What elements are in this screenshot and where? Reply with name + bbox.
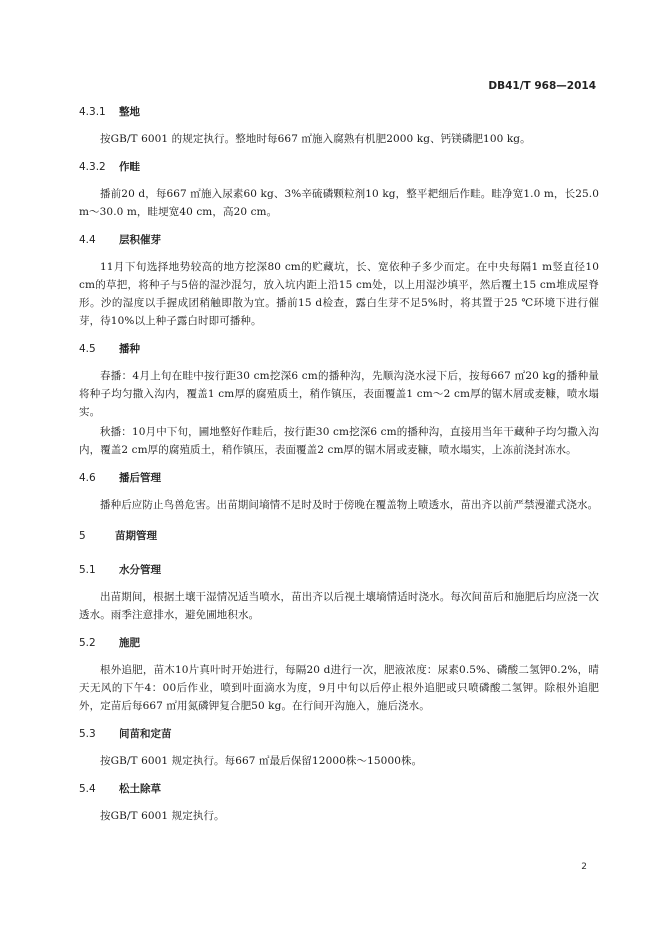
paragraph: 按GB/T 6001 规定执行。每667 ㎡最后保留12000株～15000株。: [100, 755, 423, 767]
paragraph: 按GB/T 6001 的规定执行。整地时每667 ㎡施入腐熟有机肥2000 kg、钙镁磷肥100 kg。: [100, 133, 531, 145]
section-5-4: [79, 781, 599, 825]
page-number: 2: [581, 862, 587, 872]
section-heading: 5.1 水分管理: [79, 564, 161, 576]
chapter-heading: 5 苗期管理: [79, 530, 157, 542]
section-4-3-2: [79, 159, 599, 221]
paragraph: 播种后应防止鸟兽危害。出苗期间墒情不足时及时于傍晚在覆盖物上喷透水，苗出齐以前严禁漫灌式浇水。: [100, 499, 599, 511]
section-4-4: [79, 232, 599, 330]
paragraph: 播前20 d，每667 ㎡施入尿素60 kg、3%辛硫磷颗粒剂10 kg，整平耙细后作畦。畦净宽1.0 m，长25.0 m～30.0 m，畦埂宽40 cm，高20 cm。: [79, 188, 599, 218]
section-4-6: [79, 470, 599, 514]
section-heading: 4.5 播种: [79, 343, 140, 355]
paragraph: 11月下旬选择地势较高的地方挖深80 cm的贮藏坑，长、宽依种子多少而定。在中央每隔1 m竖直径10 cm的草把，将种子与5倍的湿沙混匀，放入坑内距上沿15 cm处，以上用湿沙填平，然后覆土15 cm堆成屋脊形。沙的湿度以手握成团稍触即散为宜。播前15 d检查，露白生芽不足5%时，将其置于25 ℃环境下进行催芽，待10%以上种子露白时即可播种。: [79, 261, 599, 327]
section-heading: 4.4 层积催芽: [79, 234, 161, 246]
document-body: [79, 104, 599, 836]
section-5-2: [79, 635, 599, 715]
section-heading: 5.4 松土除草: [79, 783, 161, 795]
section-4-3-1: [79, 104, 599, 148]
section-heading: 5.3 间苗和定苗: [79, 728, 172, 740]
section-5-1: [79, 562, 599, 624]
section-5-3: [79, 726, 599, 770]
paragraph: 按GB/T 6001 规定执行。: [100, 810, 225, 822]
paragraph: 春播：4月上旬在畦中按行距30 cm挖深6 cm的播种沟，先顺沟浇水浸下后，按每667 ㎡20 kg的播种量将种子均匀撒入沟内，覆盖1 cm厚的腐殖质土，稍作镇压，表面覆盖1 cm～2 cm厚的锯木屑或麦糠，喷水塌实。: [79, 370, 599, 418]
chapter-5: [79, 528, 599, 543]
paragraph: 出苗期间，根据土壤干湿情况适当喷水，苗出齐以后视土壤墒情适时浇水。每次间苗后和施肥后均应浇一次透水。雨季注意排水，避免圃地积水。: [79, 591, 599, 621]
section-heading: 4.3.1 整地: [79, 106, 140, 118]
section-heading: 5.2 施肥: [79, 637, 140, 649]
paragraph: 秋播：10月中下旬，圃地整好作畦后，按行距30 cm挖深6 cm的播种沟，直接用当年干藏种子均匀撒入沟内，覆盖2 cm厚的腐殖质土，稍作镇压，表面覆盖2 cm厚的锯木屑或麦糠，喷水塌实，上冻前浇封冻水。: [79, 426, 599, 456]
paragraph: 根外追肥，苗木10片真叶时开始进行，每隔20 d进行一次，肥液浓度：尿素0.5%、磷酸二氢钾0.2%，晴天无风的下午4：00后作业，喷到叶面滴水为度，9月中旬以后停止根外追肥或只喷磷酸二氢钾。除根外追肥外，定苗后每667 ㎡用氮磷钾复合肥50 kg。在行间开沟施入，施后浇水。: [79, 664, 599, 712]
section-heading: 4.3.2 作畦: [79, 161, 140, 173]
document-code: DB41/T 968—2014: [488, 80, 596, 92]
section-4-5: [79, 341, 599, 459]
section-heading: 4.6 播后管理: [79, 472, 161, 484]
